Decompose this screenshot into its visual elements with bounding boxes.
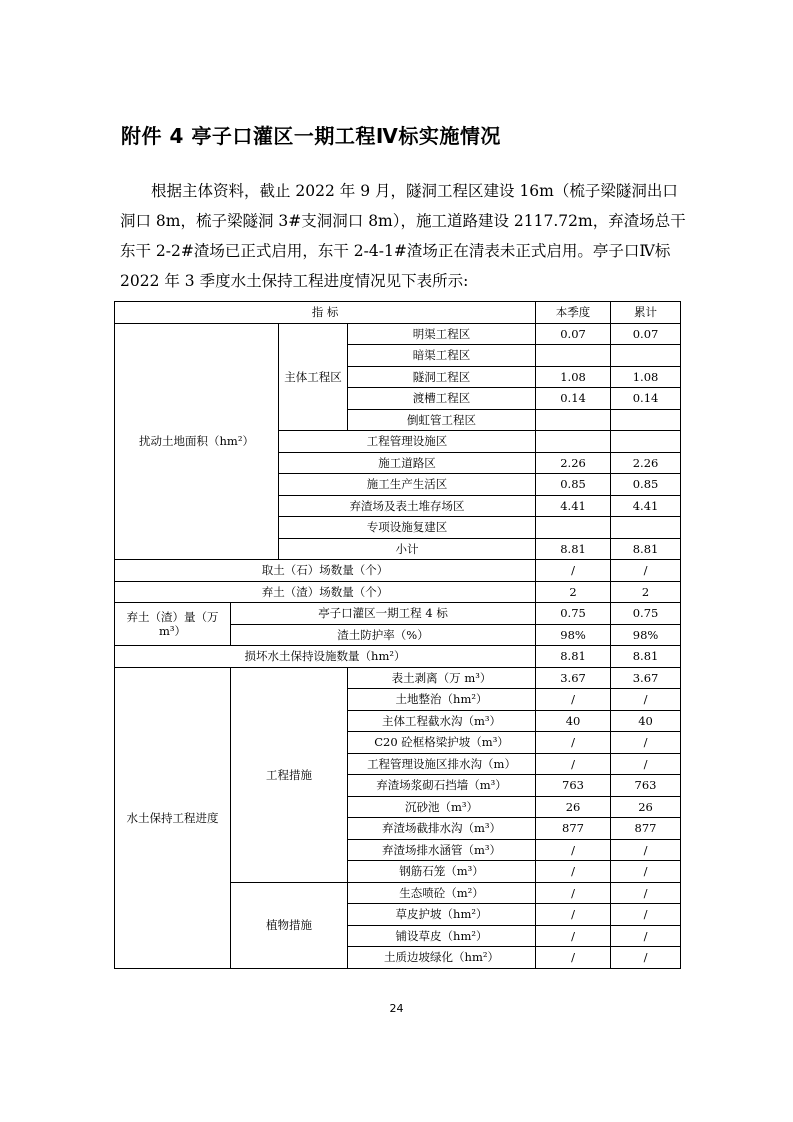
season-value: 0.75 bbox=[536, 603, 611, 625]
season-value: 3.67 bbox=[536, 667, 611, 689]
intro-paragraph bbox=[120, 176, 686, 296]
total-value: 0.75 bbox=[611, 603, 681, 625]
season-value: 763 bbox=[536, 775, 611, 797]
total-value: 26 bbox=[611, 796, 681, 818]
season-value: 8.81 bbox=[536, 538, 611, 560]
row-label: 表土剥离（万 m³） bbox=[348, 667, 536, 689]
total-value: 8.81 bbox=[611, 646, 681, 668]
total-value: / bbox=[611, 904, 681, 926]
row-label: 沉砂池（m³） bbox=[348, 796, 536, 818]
season-value: / bbox=[536, 947, 611, 969]
header-season: 本季度 bbox=[536, 302, 611, 324]
total-value: 877 bbox=[611, 818, 681, 840]
table-row bbox=[115, 646, 681, 668]
table-row bbox=[115, 667, 681, 689]
total-value: / bbox=[611, 947, 681, 969]
season-value: 0.14 bbox=[536, 388, 611, 410]
header-total: 累计 bbox=[611, 302, 681, 324]
total-value: / bbox=[611, 689, 681, 711]
header-indicator: 指 标 bbox=[115, 302, 536, 324]
table-row bbox=[115, 603, 681, 625]
season-value bbox=[536, 409, 611, 431]
row-label: 生态喷砼（m²） bbox=[348, 882, 536, 904]
row-label: 渣土防护率（%） bbox=[231, 624, 536, 646]
page-title: 附件 4 亭子口灌区一期工程Ⅳ标实施情况 bbox=[121, 124, 501, 148]
subgroup-label: 主体工程区 bbox=[279, 323, 348, 431]
paragraph-line: 洞口 8m，梳子梁隧洞 3#支洞洞口 8m），施工道路建设 2117.72m，弃渣场总干 bbox=[120, 212, 686, 230]
row-label: 钢筋石笼（m³） bbox=[348, 861, 536, 883]
season-value: 40 bbox=[536, 710, 611, 732]
row-label: 施工道路区 bbox=[279, 452, 536, 474]
total-value: / bbox=[611, 925, 681, 947]
season-value: 0.85 bbox=[536, 474, 611, 496]
season-value: / bbox=[536, 839, 611, 861]
group-label: 扰动土地面积（hm²） bbox=[115, 323, 279, 560]
row-label: 弃渣场截排水沟（m³） bbox=[348, 818, 536, 840]
progress-table bbox=[114, 301, 681, 969]
row-label: 暗渠工程区 bbox=[348, 345, 536, 367]
subgroup-label: 植物措施 bbox=[231, 882, 348, 968]
total-value: / bbox=[611, 560, 681, 582]
season-value: / bbox=[536, 560, 611, 582]
total-value: 0.85 bbox=[611, 474, 681, 496]
paragraph-line: 东干 2-2#渣场已正式启用，东干 2-4-1#渣场正在清表未正式启用。亭子口Ⅳ标 bbox=[120, 242, 671, 260]
total-value: 4.41 bbox=[611, 495, 681, 517]
season-value: 2.26 bbox=[536, 452, 611, 474]
row-label: 倒虹管工程区 bbox=[348, 409, 536, 431]
row-label: 铺设草皮（hm²） bbox=[348, 925, 536, 947]
row-label: 亭子口灌区一期工程 4 标 bbox=[231, 603, 536, 625]
row-label: 施工生产生活区 bbox=[279, 474, 536, 496]
row-label: C20 砼框格梁护坡（m³） bbox=[348, 732, 536, 754]
row-label: 隧洞工程区 bbox=[348, 366, 536, 388]
season-value: / bbox=[536, 753, 611, 775]
total-value: 1.08 bbox=[611, 366, 681, 388]
season-value: 4.41 bbox=[536, 495, 611, 517]
total-value: / bbox=[611, 861, 681, 883]
row-label: 主体工程截水沟（m³） bbox=[348, 710, 536, 732]
total-value: 40 bbox=[611, 710, 681, 732]
total-value: / bbox=[611, 882, 681, 904]
total-value: 2.26 bbox=[611, 452, 681, 474]
table-header-row bbox=[115, 302, 681, 324]
row-label: 专项设施复建区 bbox=[279, 517, 536, 539]
table-row bbox=[115, 581, 681, 603]
group-label: 水土保持工程进度 bbox=[115, 667, 231, 968]
season-value: 26 bbox=[536, 796, 611, 818]
total-value: / bbox=[611, 732, 681, 754]
season-value bbox=[536, 345, 611, 367]
total-value: 0.14 bbox=[611, 388, 681, 410]
row-label: 弃土（渣）场数量（个） bbox=[115, 581, 536, 603]
season-value: 8.81 bbox=[536, 646, 611, 668]
row-label: 渡槽工程区 bbox=[348, 388, 536, 410]
subgroup-label: 工程措施 bbox=[231, 667, 348, 882]
total-value: 98% bbox=[611, 624, 681, 646]
season-value: 2 bbox=[536, 581, 611, 603]
season-value: / bbox=[536, 925, 611, 947]
row-label: 取土（石）场数量（个） bbox=[115, 560, 536, 582]
season-value: / bbox=[536, 904, 611, 926]
season-value: 0.07 bbox=[536, 323, 611, 345]
total-value bbox=[611, 517, 681, 539]
paragraph-line: 2022 年 3 季度水土保持工程进度情况见下表所示: bbox=[120, 272, 469, 290]
season-value: / bbox=[536, 882, 611, 904]
group-label: 弃土（渣）量（万 m³） bbox=[115, 603, 231, 646]
row-label: 草皮护坡（hm²） bbox=[348, 904, 536, 926]
row-label: 土地整治（hm²） bbox=[348, 689, 536, 711]
total-value: / bbox=[611, 839, 681, 861]
row-label: 弃渣场浆砌石挡墙（m³） bbox=[348, 775, 536, 797]
season-value: / bbox=[536, 732, 611, 754]
season-value: 877 bbox=[536, 818, 611, 840]
table-row bbox=[115, 560, 681, 582]
table-row bbox=[115, 323, 681, 345]
total-value: 3.67 bbox=[611, 667, 681, 689]
total-value: 763 bbox=[611, 775, 681, 797]
season-value bbox=[536, 431, 611, 453]
row-label: 明渠工程区 bbox=[348, 323, 536, 345]
row-label: 弃渣场排水涵管（m³） bbox=[348, 839, 536, 861]
total-value: 0.07 bbox=[611, 323, 681, 345]
total-value bbox=[611, 345, 681, 367]
row-label: 土质边坡绿化（hm²） bbox=[348, 947, 536, 969]
season-value: / bbox=[536, 861, 611, 883]
season-value: 98% bbox=[536, 624, 611, 646]
row-label: 弃渣场及表土堆存场区 bbox=[279, 495, 536, 517]
row-label: 小计 bbox=[279, 538, 536, 560]
total-value bbox=[611, 409, 681, 431]
row-label: 工程管理设施区排水沟（m） bbox=[348, 753, 536, 775]
season-value bbox=[536, 517, 611, 539]
paragraph-line: 根据主体资料，截止 2022 年 9 月，隧洞工程区建设 16m（梳子梁隧洞出口 bbox=[151, 182, 678, 200]
season-value: / bbox=[536, 689, 611, 711]
season-value: 1.08 bbox=[536, 366, 611, 388]
total-value: 2 bbox=[611, 581, 681, 603]
page-number: 24 bbox=[389, 1002, 404, 1015]
row-label: 工程管理设施区 bbox=[279, 431, 536, 453]
row-label: 损坏水土保持设施数量（hm²） bbox=[115, 646, 536, 668]
total-value: 8.81 bbox=[611, 538, 681, 560]
total-value: / bbox=[611, 753, 681, 775]
total-value bbox=[611, 431, 681, 453]
